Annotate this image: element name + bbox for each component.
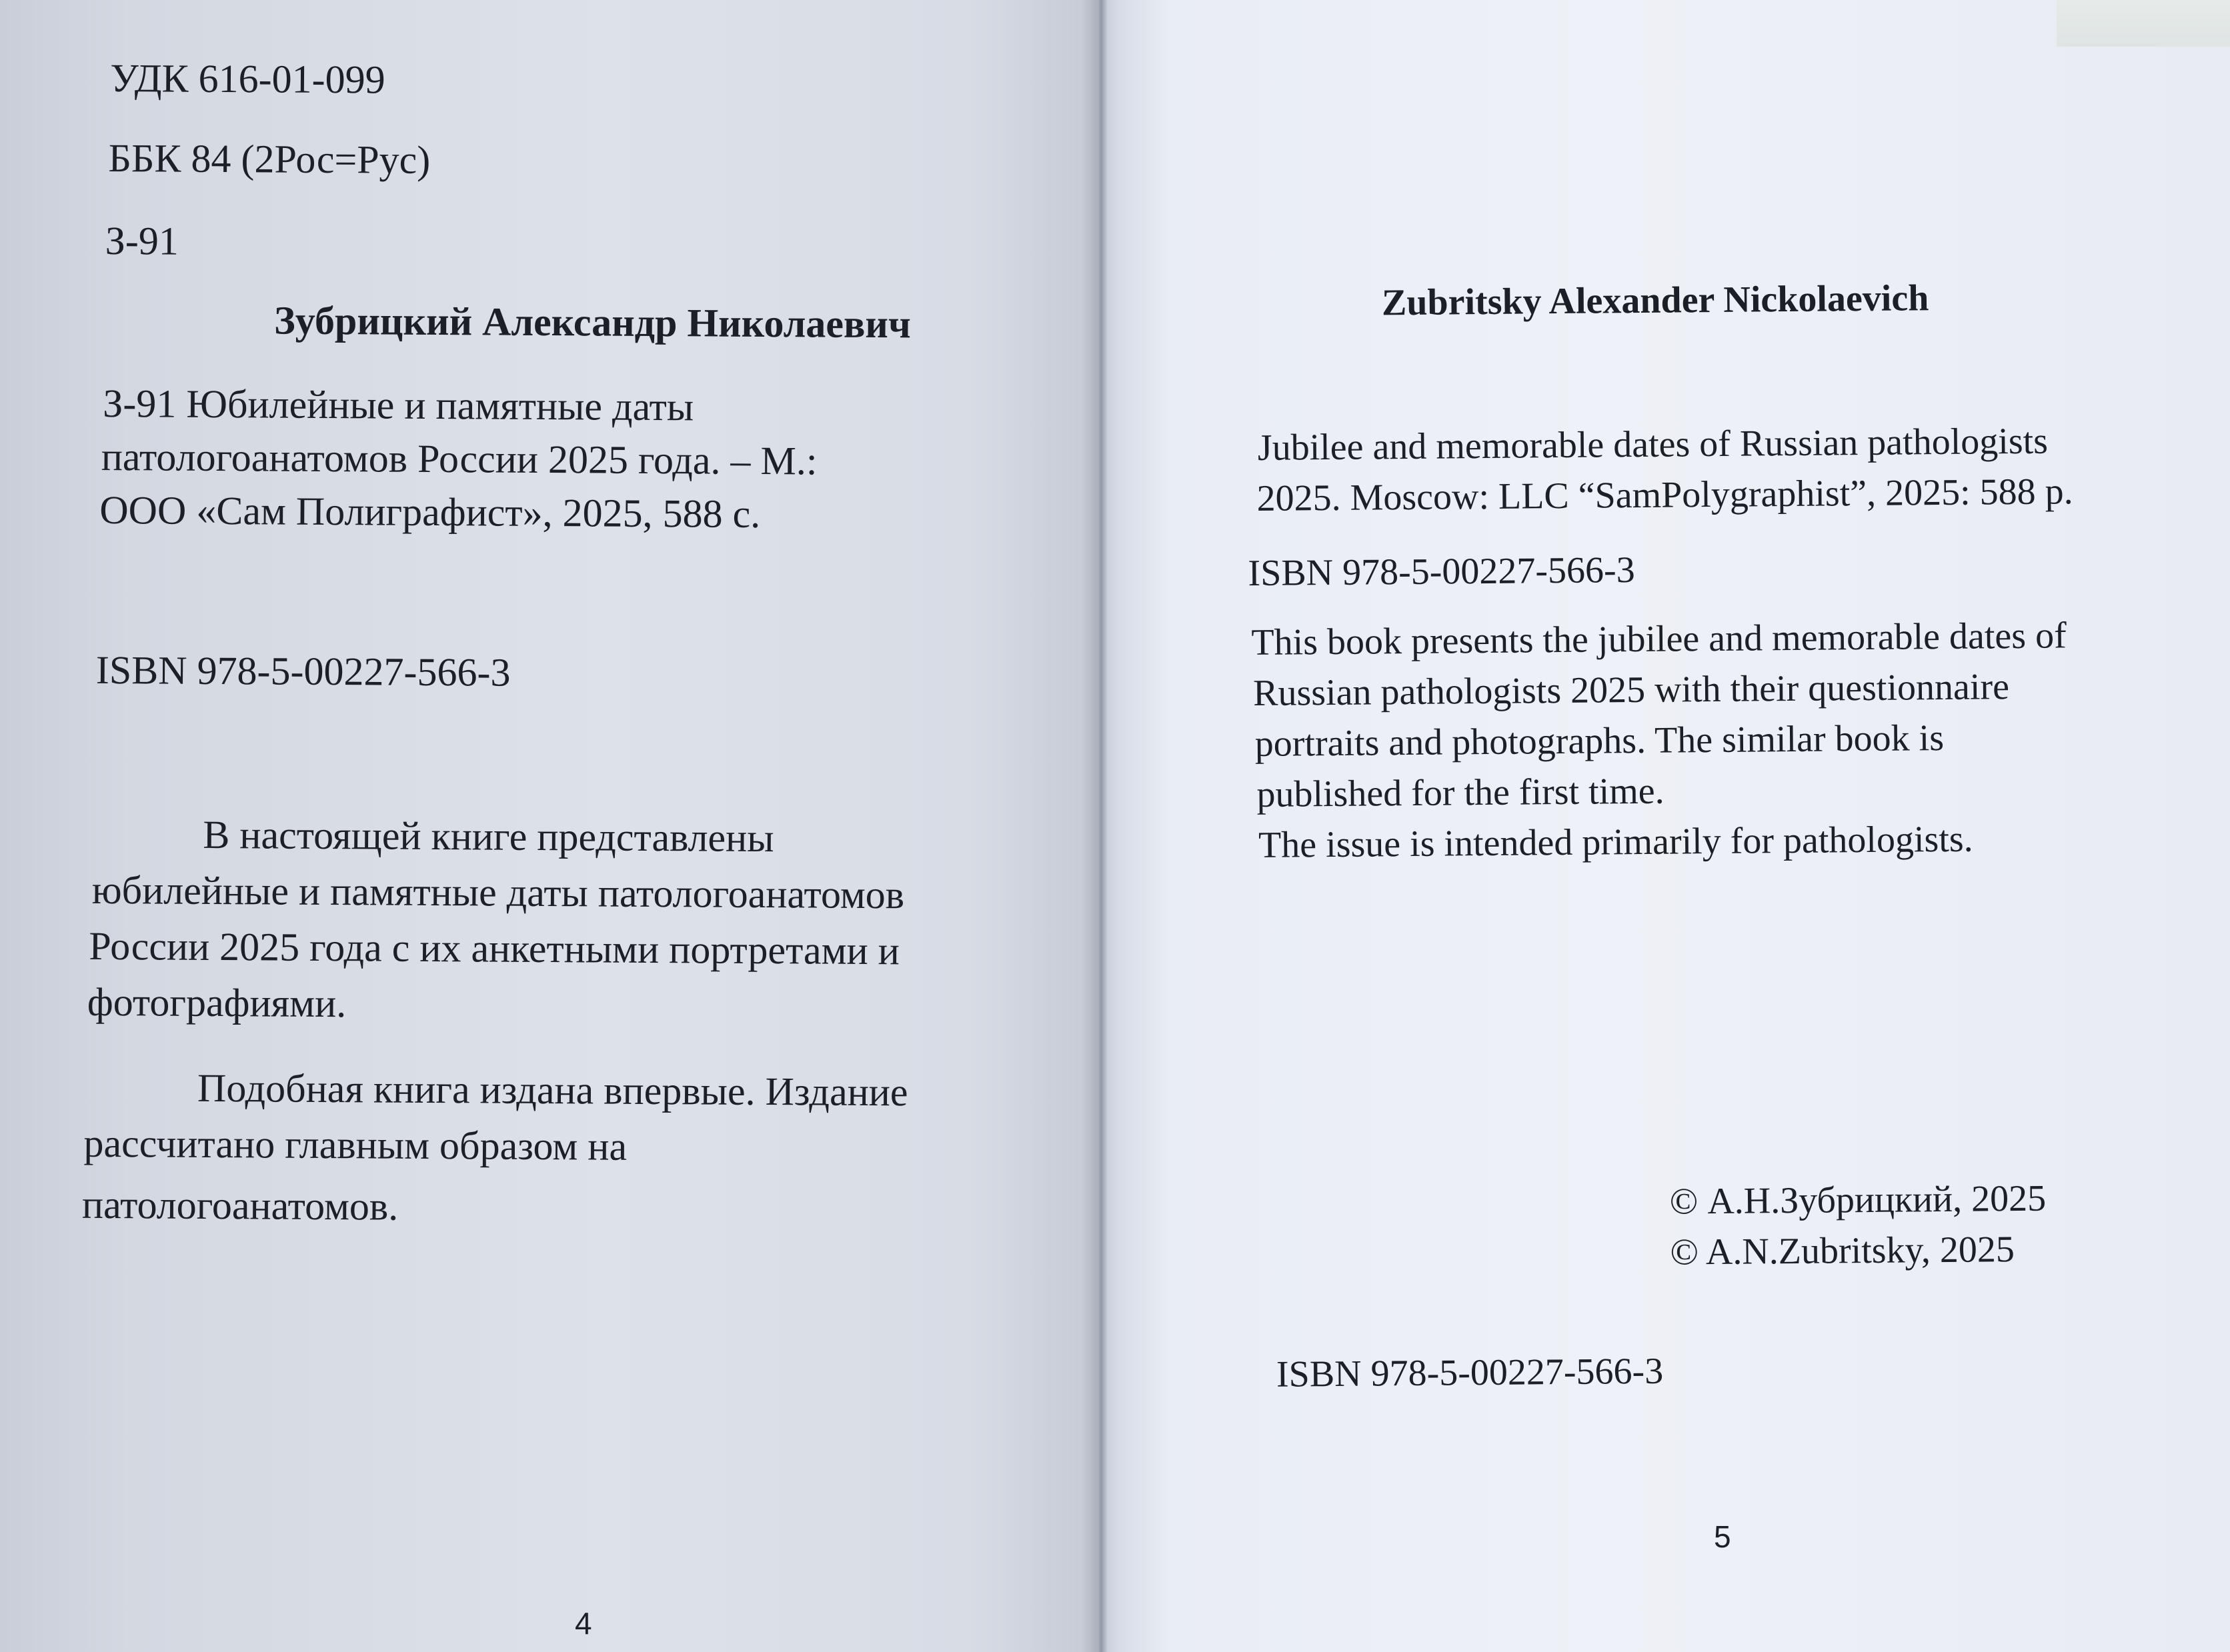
book-spine-shadow: [1082, 0, 1119, 1652]
isbn: ISBN 978-5-00227-566-3: [1248, 549, 1635, 595]
copyright-ru: © А.Н.Зубрицкий, 2025: [1669, 1177, 2047, 1223]
abstract-line: России 2025 года с их анкетными портретами и: [89, 923, 900, 973]
udk-code: УДК 616-01-099: [110, 56, 385, 102]
abstract-line: published for the first time.: [1256, 770, 1664, 815]
abstract-line: This book presents the jubilee and memorable dates of: [1251, 615, 2067, 664]
author-mark: З-91: [105, 218, 179, 263]
bbk-code: ББК 84 (2Рос=Рус): [108, 135, 431, 182]
abstract-line: В настоящей книге представлены: [203, 812, 774, 861]
left-page-text: [0, 0, 1100, 1229]
copyright-en: © A.N.Zubritsky, 2025: [1670, 1229, 2015, 1273]
audience-line: Подобная книга издана впервые. Издание: [197, 1065, 908, 1115]
citation-line: ООО «Сам Полиграфист», 2025, 588 с.: [99, 487, 761, 536]
isbn-bottom: ISBN 978-5-00227-566-3: [1276, 1350, 1664, 1395]
audience-line: рассчитано главным образом на: [83, 1121, 628, 1169]
abstract-line: юбилейные и памятные даты патологоанатомов: [91, 867, 905, 917]
citation-line: З-91 Юбилейные и памятные даты: [103, 381, 694, 429]
citation-line: патологоанатомов России 2025 года. – М.:: [101, 434, 818, 483]
abstract-line: portraits and photographs. The similar book is: [1254, 717, 1945, 765]
abstract-line: Russian pathologists 2025 with their questionnaire: [1252, 666, 2010, 715]
right-page: [1100, 0, 2230, 1652]
citation-line: 2025. Moscow: LLC “SamPolygraphist”, 2025: 588 p.: [1256, 471, 2073, 519]
background-surface: [2057, 0, 2230, 47]
abstract-line: The issue is intended primarily for pathologists.: [1258, 818, 1973, 866]
page-number: 5: [1714, 1519, 1731, 1554]
abstract-line: фотографиями.: [87, 979, 347, 1026]
page-number: 4: [575, 1606, 592, 1641]
audience-line: патологоанатомов.: [81, 1182, 399, 1229]
isbn: ISBN 978-5-00227-566-3: [95, 647, 511, 695]
author-name: Зубрицкий Александр Николаевич: [273, 298, 912, 347]
citation-line: Jubilee and memorable dates of Russian pathologists: [1257, 420, 2049, 469]
left-page: [0, 0, 1100, 1652]
author-name: Zubritsky Alexander Nickolaevich: [1381, 277, 1929, 324]
